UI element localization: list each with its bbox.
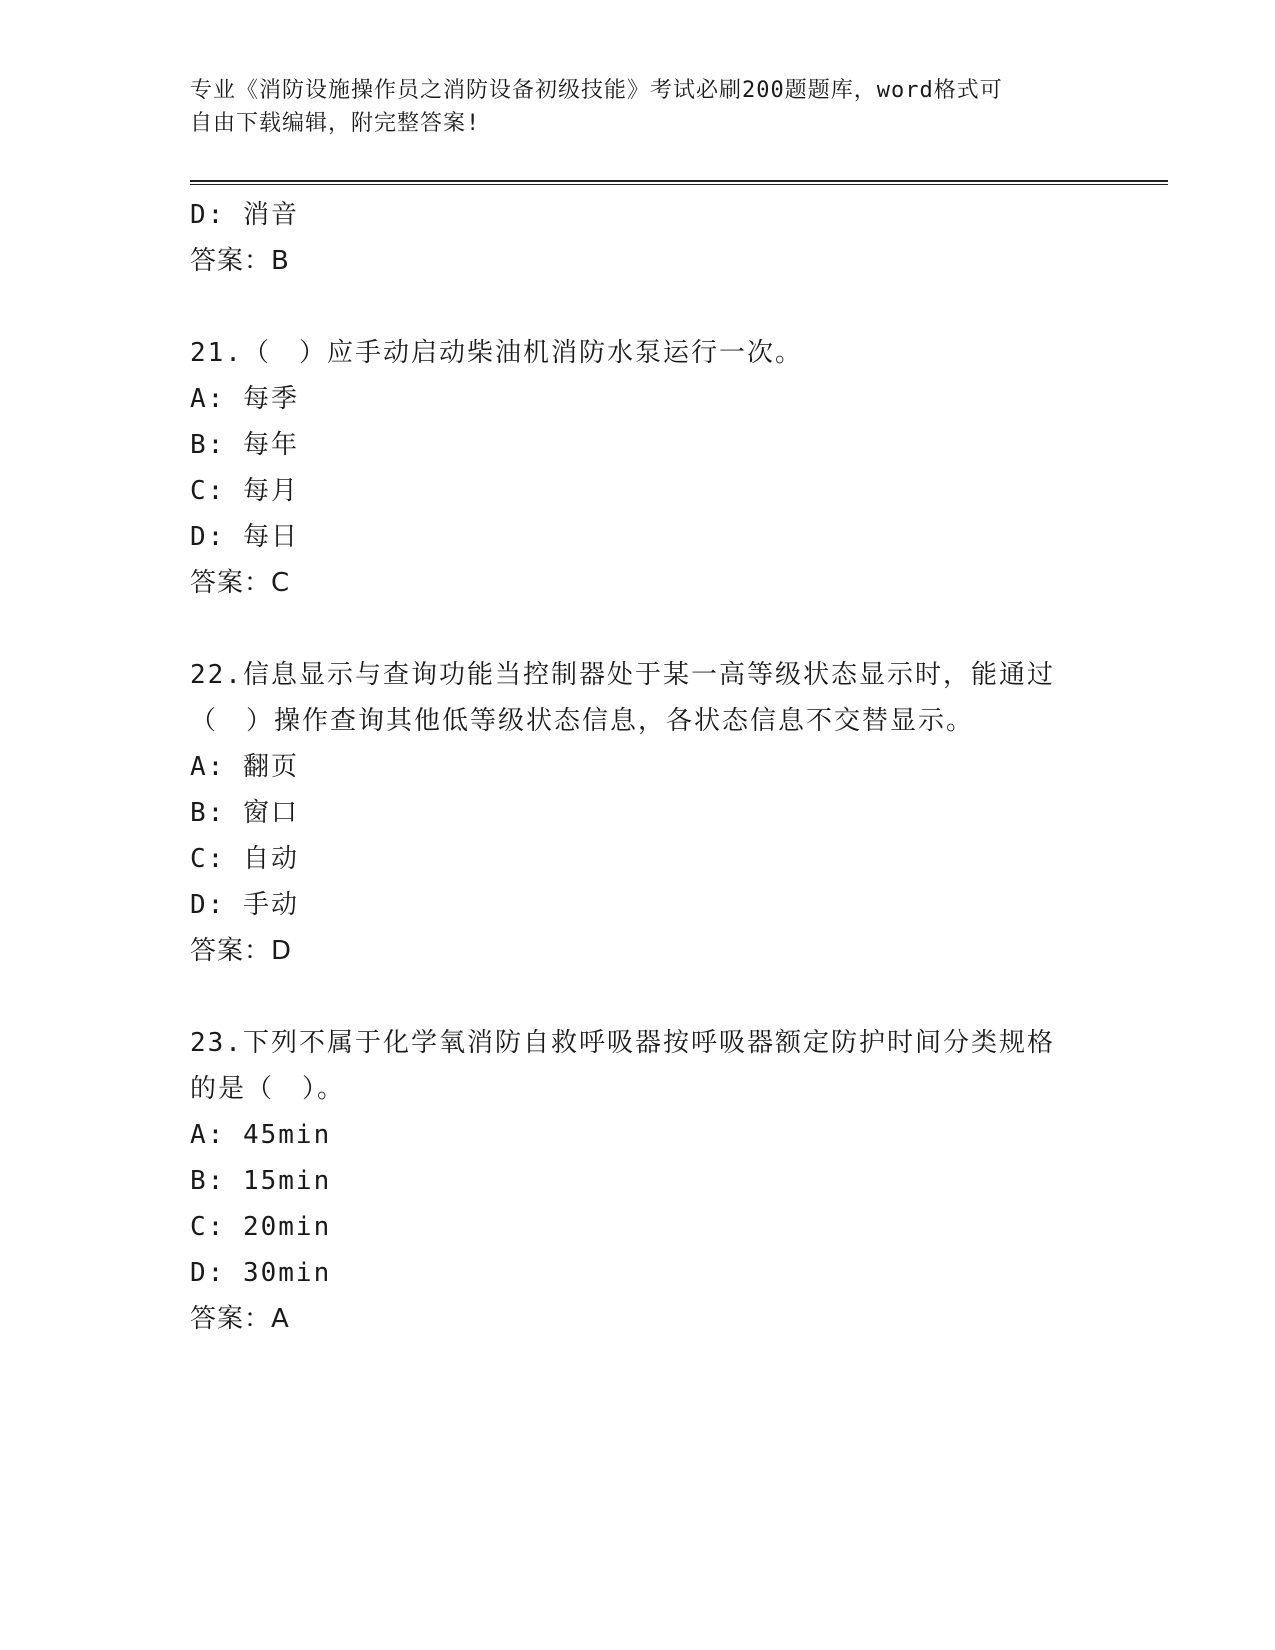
question-23 — [190, 1020, 1080, 1342]
option-d: D: 消音 — [190, 200, 299, 230]
option-b: B: 窗口 — [190, 798, 299, 828]
header-line-1: 专业《消防设施操作员之消防设备初级技能》考试必刷200题题库，word格式可 — [190, 78, 1003, 103]
header-divider — [190, 180, 1168, 185]
question-text-line-2: （ ）操作查询其他低等级状态信息，各状态信息不交替显示。 — [190, 706, 975, 736]
question-text-line-1: 22.信息显示与查询功能当控制器处于某一高等级状态显示时，能通过 — [190, 660, 1055, 690]
option-c: C: 20min — [190, 1212, 332, 1242]
answer-line: 答案：D — [190, 936, 293, 966]
question-text-line-2: 的是（ ）。 — [190, 1074, 346, 1104]
document-header — [190, 74, 1080, 140]
option-d: D: 手动 — [190, 890, 299, 920]
question-22 — [190, 652, 1080, 974]
option-a: A: 45min — [190, 1120, 332, 1150]
option-d: D: 每日 — [190, 522, 299, 552]
option-c: C: 自动 — [190, 844, 299, 874]
spacer — [190, 606, 1080, 652]
option-d: D: 30min — [190, 1258, 332, 1288]
question-list — [190, 192, 1080, 1342]
option-a: A: 每季 — [190, 384, 299, 414]
option-a: A: 翻页 — [190, 752, 299, 782]
answer-line: 答案：C — [190, 568, 291, 598]
answer-line: 答案：B — [190, 246, 290, 276]
option-b: B: 每年 — [190, 430, 299, 460]
answer-line: 答案：A — [190, 1304, 290, 1334]
question-text: 21.（ ）应手动启动柴油机消防水泵运行一次。 — [190, 338, 803, 368]
header-line-2: 自由下载编辑，附完整答案! — [190, 111, 481, 136]
question-21 — [190, 330, 1080, 606]
question-text-line-1: 23.下列不属于化学氧消防自救呼吸器按呼吸器额定防护时间分类规格 — [190, 1028, 1055, 1058]
option-b: B: 15min — [190, 1166, 332, 1196]
spacer — [190, 974, 1080, 1020]
option-c: C: 每月 — [190, 476, 299, 506]
spacer — [190, 284, 1080, 330]
